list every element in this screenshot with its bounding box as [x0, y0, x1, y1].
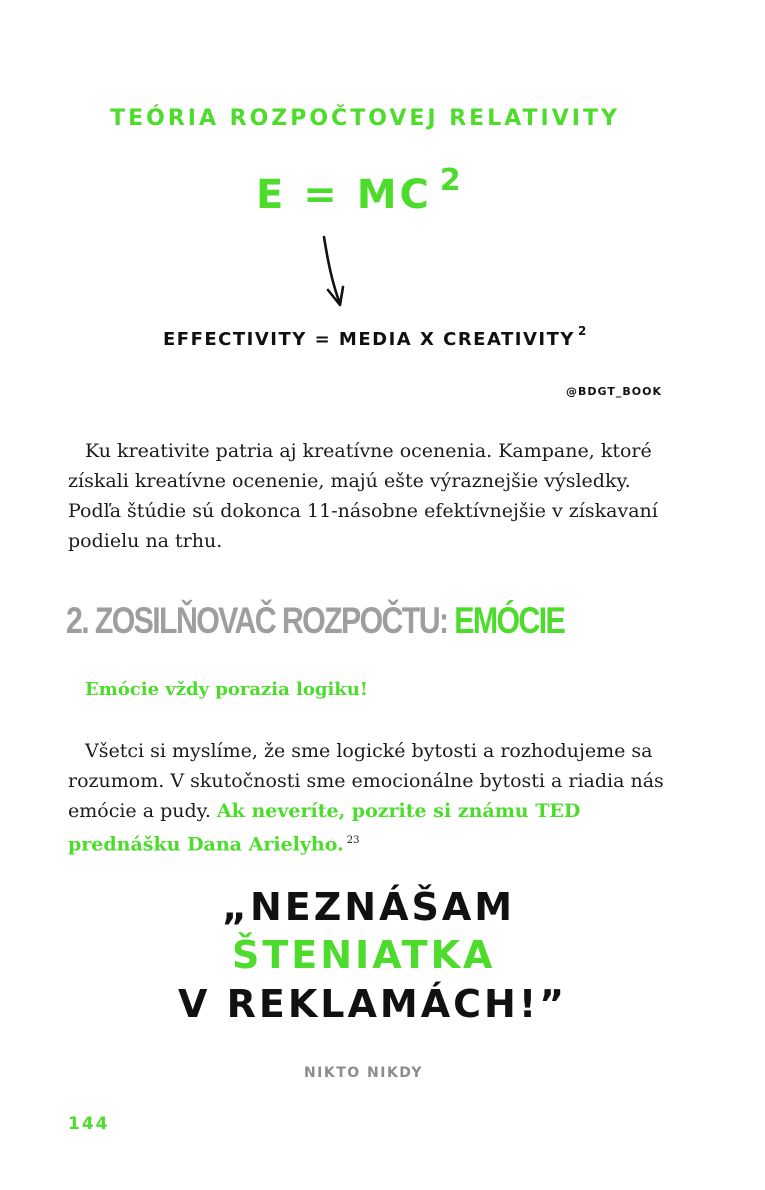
down-arrow-icon	[316, 232, 356, 312]
paragraph-emotions-bold: Ak neveríte, pozrite si známu TED prednášku Dana Arielyho.	[68, 800, 581, 856]
subheading: Emócie vždy porazia logiku!	[85, 679, 368, 700]
quote-line-2: ŠTENIATKA	[232, 933, 496, 977]
paragraph-emotions	[68, 736, 665, 859]
theory-title: TEÓRIA ROZPOČTOVEJ RELATIVITY	[110, 106, 620, 131]
formula-exponent: 2	[439, 163, 464, 198]
section-heading	[66, 600, 564, 642]
instagram-handle: @BDGT_BOOK	[566, 385, 662, 398]
effectivity-exponent: 2	[577, 324, 588, 338]
quote-line-1: „NEZNÁŠAM	[222, 885, 516, 929]
formula-base: E = MC	[256, 172, 432, 218]
paragraph-awards: Ku kreativite patria aj kreatívne ocenenia. Kampane, ktoré získali kreatívne ocenenie, majú ešte výraznejšie výsledky. Podľa štúdie sú dokonca 11-násobne efektívnejšie v získavaní podielu na trhu.	[68, 440, 658, 552]
paragraph-emotions-text: Všetci si myslíme, že sme logické bytosti a rozhodujeme sa rozumom. V skutočnosti sme emocionálne bytosti a riadia nás emócie a pudy.	[68, 740, 664, 822]
quote-attribution: NIKTO NIKDY	[303, 1065, 424, 1081]
page-number: 144	[68, 1114, 110, 1134]
effectivity-formula	[163, 324, 588, 350]
formula	[256, 163, 464, 218]
footnote-ref: 23	[346, 835, 360, 846]
heading-prefix: 2. ZOSILŇOVAČ ROZPOČTU:	[66, 600, 455, 641]
effectivity-text: EFFECTIVITY = MEDIA X CREATIVITY	[163, 329, 575, 350]
heading-highlight: EMÓCIE	[454, 600, 565, 641]
quote-line-3: V REKLAMÁCH!”	[178, 982, 568, 1026]
